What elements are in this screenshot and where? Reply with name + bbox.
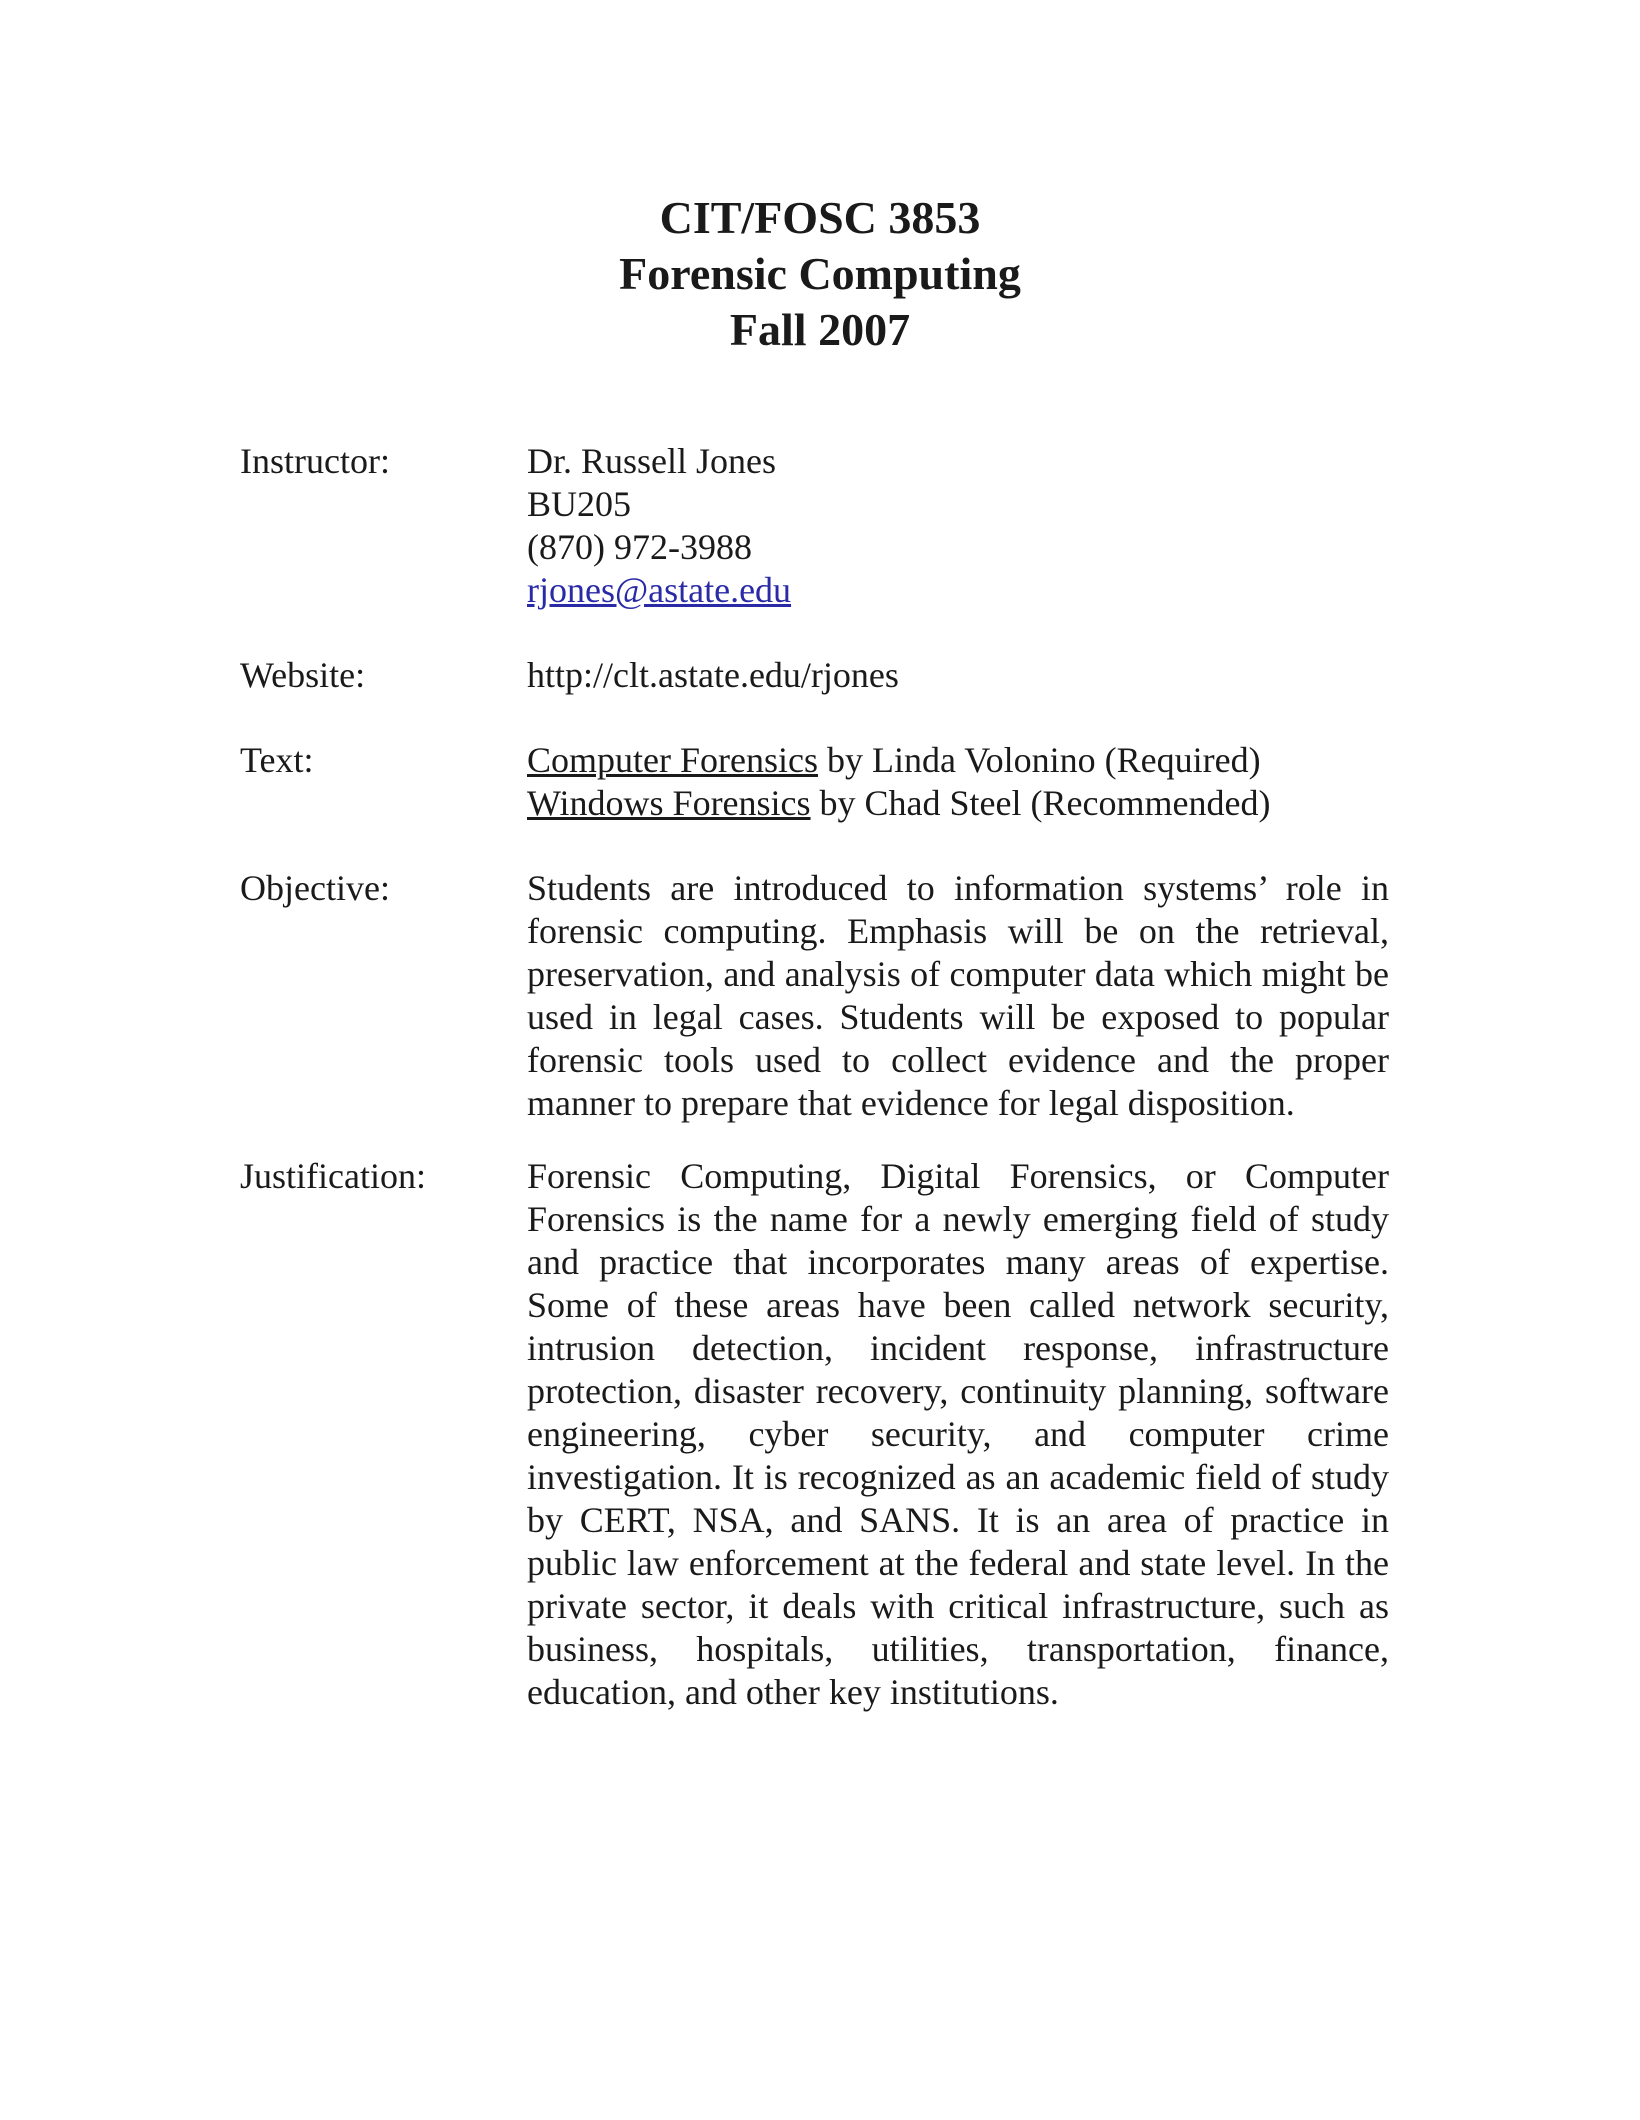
instructor-name: Dr. Russell Jones — [527, 441, 777, 481]
website-row — [240, 654, 1390, 697]
textbook-item — [527, 739, 1389, 782]
textbook-list — [527, 739, 1389, 825]
course-term: Fall 2007 — [729, 304, 911, 355]
textbook-author: by Linda Volonino (Required) — [817, 740, 1261, 780]
textbook-title: Windows Forensics — [527, 783, 811, 823]
justification-row — [240, 1155, 1390, 1714]
instructor-label: Instructor: — [240, 441, 390, 481]
instructor-row — [240, 440, 1390, 612]
justification-body: Forensic Computing, Digital Forensics, or Computer Forensics is the name for a newly emerging field of study and practice that incorporates many areas of expertise. Some of these areas have been called network security, intrusion detection, incident response, infrastructure protection, disaster recovery, continuity planning, software engineering, cyber security, and computer crime investigation. It is recognized as an academic field of study by CERT, NSA, and SANS. It is an area of practice in public law enforcement at the federal and state level. In the private sector, it deals with critical infrastructure, such as business, hospitals, utilities, transportation, finance, education, and other key institutions. — [527, 1156, 1389, 1712]
course-title-block — [0, 190, 1640, 358]
instructor-phone: (870) 972-3988 — [527, 527, 752, 567]
course-name: Forensic Computing — [619, 248, 1021, 299]
syllabus-fields — [240, 440, 1390, 1714]
text-label: Text: — [240, 740, 314, 780]
objective-label: Objective: — [240, 868, 390, 908]
textbook-title: Computer Forensics — [527, 740, 818, 780]
instructor-details — [527, 440, 1389, 612]
justification-label: Justification: — [240, 1156, 426, 1196]
objective-row — [240, 867, 1390, 1125]
website-label: Website: — [240, 655, 366, 695]
text-row — [240, 739, 1390, 825]
instructor-email-link[interactable]: rjones@astate.edu — [527, 570, 792, 610]
textbook-author: by Chad Steel (Recommended) — [810, 783, 1271, 823]
textbook-item — [527, 782, 1389, 825]
instructor-office: BU205 — [527, 484, 632, 524]
objective-body: Students are introduced to information systems’ role in forensic computing. Emphasis will be on the retrieval, preservation, and analysis of computer data which might be used in legal cases. Students will be exposed to popular forensic tools used to collect evidence and the proper manner to prepare that evidence for legal disposition. — [527, 868, 1389, 1123]
course-code: CIT/FOSC 3853 — [659, 192, 981, 243]
website-url: http://clt.astate.edu/rjones — [527, 655, 899, 695]
